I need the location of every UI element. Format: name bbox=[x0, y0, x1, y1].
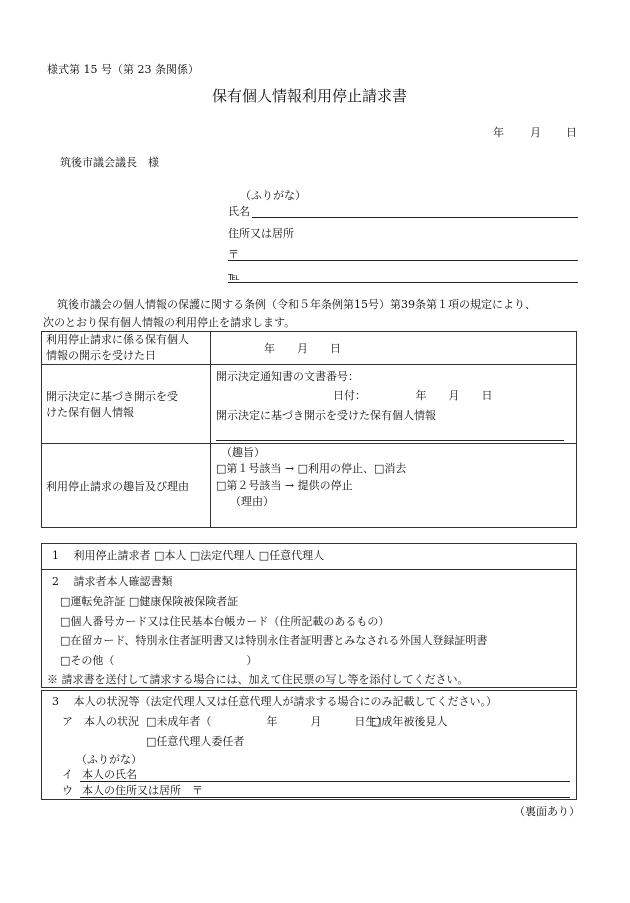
principal-address-field[interactable] bbox=[80, 797, 570, 798]
table-row-divider bbox=[41, 364, 577, 365]
id-option-license[interactable]: □運転免許証 □健康保険被保険者証 bbox=[60, 595, 239, 608]
principal-address-label: 本人の住所又は居所 〒 bbox=[82, 784, 203, 797]
addressee: 筑後市議会議長 様 bbox=[60, 156, 159, 169]
requester-type-options[interactable]: 1 利用停止請求者 □本人 □法定代理人 □任意代理人 bbox=[52, 549, 325, 562]
document-number-label: 開示決定通知書の文書番号： bbox=[216, 370, 359, 383]
furigana-label: （ふりがな） bbox=[240, 189, 306, 202]
page-title: 保有個人情報利用停止請求書 bbox=[212, 87, 408, 105]
adult-ward-option[interactable]: □成年被後見人 bbox=[371, 715, 448, 728]
id-option-mynumber[interactable]: □個人番号カード又は住民基本台帳カード（住所記載のあるもの） bbox=[60, 615, 390, 628]
id-option-residence-card[interactable]: □在留カード、特別永住者証明書又は特別永住者証明書とみなされる外国人登録証明書 bbox=[60, 634, 488, 647]
gist-label: （趣旨） bbox=[221, 446, 265, 459]
row1-label: 情報の開示を受けた日 bbox=[46, 349, 156, 362]
postal-address-field[interactable] bbox=[228, 260, 578, 261]
row1-label: 利用停止請求に係る保有個人 bbox=[46, 333, 189, 346]
decision-date-field[interactable]: 日付： 年 月 日 bbox=[333, 389, 493, 402]
mail-note: ※ 請求書を送付して請求する場合には、加えて住民票の写し等を添付してください。 bbox=[47, 673, 469, 686]
form-number: 様式第 15 号（第 23 条関係） bbox=[47, 63, 199, 76]
reason-label: （理由） bbox=[230, 495, 274, 508]
principal-status-heading: 3 本人の状況等（法定代理人又は任意代理人が請求する場合にのみ記載してください。） bbox=[52, 695, 497, 708]
disclosed-info-field[interactable] bbox=[216, 440, 564, 441]
clause2-checkbox-line[interactable]: □第２号該当 → 提供の停止 bbox=[216, 479, 353, 492]
principal-status-label: ア 本人の状況 bbox=[62, 715, 139, 728]
voluntary-agent-option[interactable]: □任意代理人委任者 bbox=[146, 735, 245, 748]
id-option-other[interactable]: □その他（ ） bbox=[60, 654, 258, 667]
row2-label: 開示決定に基づき開示を受 bbox=[46, 390, 178, 403]
date-day-label: 日 bbox=[566, 126, 577, 139]
address-label: 住所又は居所 bbox=[228, 227, 294, 240]
reverse-side-note: （裏面あり） bbox=[514, 805, 580, 818]
name-label: 氏名 bbox=[228, 205, 250, 218]
name-field[interactable] bbox=[252, 217, 578, 218]
tel-mark: ℡ bbox=[228, 270, 240, 283]
clause1-checkbox-line[interactable]: □第１号該当 → □利用の停止、□消去 bbox=[216, 462, 407, 475]
intro-line-2: 次のとおり保有個人情報の利用停止を請求します。 bbox=[43, 316, 296, 329]
principal-furigana-label: （ふりがな） bbox=[76, 753, 142, 766]
row3-label: 利用停止請求の趣旨及び理由 bbox=[46, 480, 189, 493]
disclosed-info-label: 開示決定に基づき開示を受けた保有個人情報 bbox=[216, 409, 436, 422]
intro-line-1: 筑後市議会の個人情報の保護に関する条例（令和５年条例第15号）第39条第１項の規定により、 bbox=[57, 298, 536, 311]
id-documents-heading: 2 請求者本人確認書類 bbox=[52, 575, 173, 588]
date-year-label: 年 bbox=[493, 126, 504, 139]
row2-label: けた保有個人情報 bbox=[46, 406, 134, 419]
tel-field[interactable] bbox=[228, 282, 578, 283]
principal-address-marker: ウ bbox=[62, 784, 73, 797]
principal-name-label: 本人の氏名 bbox=[82, 768, 137, 781]
disclosure-date-field[interactable]: 年 月 日 bbox=[264, 342, 341, 355]
minor-option[interactable]: □未成年者（ 年 月 日生） bbox=[146, 715, 388, 728]
table-column-divider bbox=[210, 331, 211, 528]
principal-name-marker: イ bbox=[62, 768, 73, 781]
principal-name-field[interactable] bbox=[80, 781, 570, 782]
postal-mark: 〒 bbox=[228, 248, 239, 261]
table-row-divider bbox=[41, 443, 577, 444]
date-month-label: 月 bbox=[530, 126, 541, 139]
